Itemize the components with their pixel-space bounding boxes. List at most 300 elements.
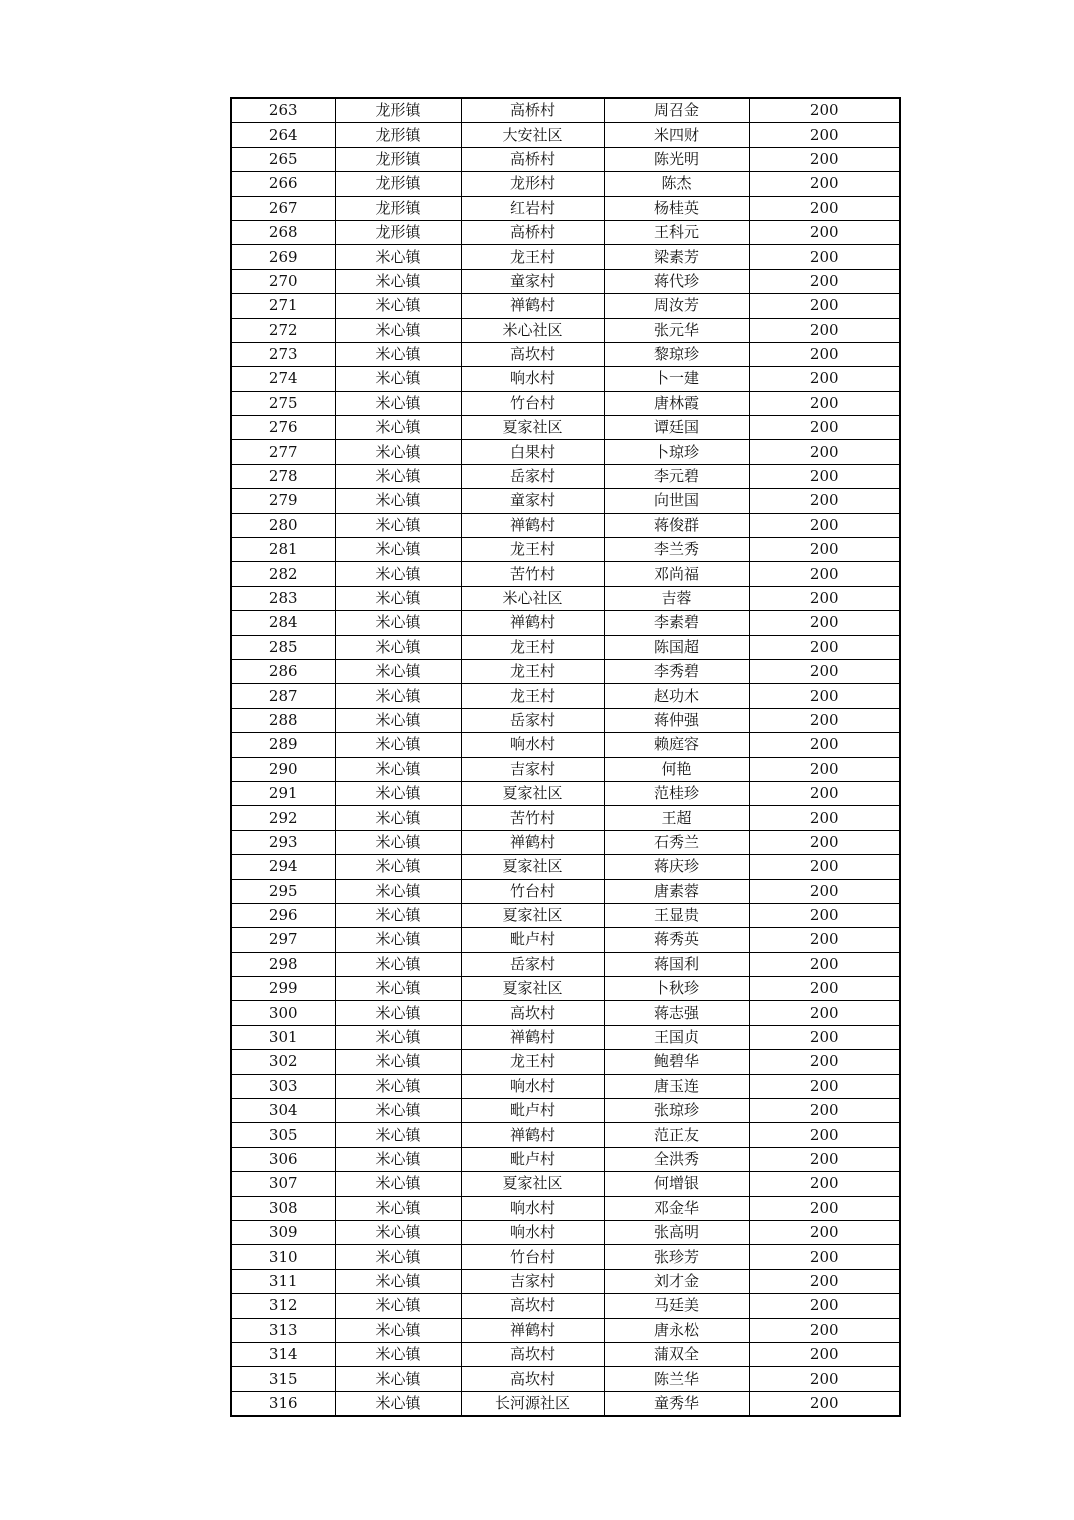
village-cell: 禅鹤村 [461,1318,604,1342]
town-cell: 米心镇 [335,781,461,805]
table-row [231,220,900,244]
village-cell: 红岩村 [461,196,604,220]
village-cell: 龙王村 [461,635,604,659]
row-number-cell: 302 [231,1050,335,1074]
row-number-cell: 266 [231,172,335,196]
row-number-cell: 304 [231,1099,335,1123]
row-number-cell: 271 [231,294,335,318]
table-row [231,1269,900,1293]
village-cell: 高坎村 [461,1367,604,1391]
amount-cell: 200 [749,830,900,854]
town-cell: 米心镇 [335,1342,461,1366]
village-cell: 龙王村 [461,538,604,562]
name-cell: 王科元 [604,220,749,244]
village-cell: 夏家社区 [461,781,604,805]
amount-cell: 200 [749,733,900,757]
row-number-cell: 269 [231,245,335,269]
name-cell: 邓金华 [604,1196,749,1220]
amount-cell: 200 [749,220,900,244]
row-number-cell: 278 [231,464,335,488]
village-cell: 童家村 [461,269,604,293]
village-cell: 禅鹤村 [461,513,604,537]
name-cell: 何艳 [604,757,749,781]
row-number-cell: 286 [231,659,335,683]
name-cell: 张琼珍 [604,1099,749,1123]
village-cell: 夏家社区 [461,1172,604,1196]
amount-cell: 200 [749,977,900,1001]
table-row [231,416,900,440]
amount-cell: 200 [749,1050,900,1074]
row-number-cell: 303 [231,1074,335,1098]
town-cell: 米心镇 [335,294,461,318]
name-cell: 石秀兰 [604,830,749,854]
row-number-cell: 311 [231,1269,335,1293]
amount-cell: 200 [749,855,900,879]
name-cell: 周汝芳 [604,294,749,318]
name-cell: 邓尚福 [604,562,749,586]
table-row [231,708,900,732]
town-cell: 米心镇 [335,757,461,781]
amount-cell: 200 [749,611,900,635]
village-cell: 夏家社区 [461,977,604,1001]
name-cell: 全洪秀 [604,1147,749,1171]
name-cell: 李兰秀 [604,538,749,562]
town-cell: 米心镇 [335,269,461,293]
table-row [231,147,900,171]
amount-cell: 200 [749,1196,900,1220]
town-cell: 米心镇 [335,830,461,854]
row-number-cell: 267 [231,196,335,220]
town-cell: 龙形镇 [335,147,461,171]
amount-cell: 200 [749,1269,900,1293]
table-row [231,562,900,586]
table-row [231,806,900,830]
name-cell: 陈光明 [604,147,749,171]
town-cell: 龙形镇 [335,172,461,196]
town-cell: 米心镇 [335,879,461,903]
town-cell: 米心镇 [335,1147,461,1171]
table-row [231,635,900,659]
name-cell: 蒋代珍 [604,269,749,293]
table-row [231,1342,900,1366]
town-cell: 米心镇 [335,1269,461,1293]
table-row [231,1001,900,1025]
amount-cell: 200 [749,269,900,293]
amount-cell: 200 [749,1147,900,1171]
table-row [231,513,900,537]
village-cell: 夏家社区 [461,416,604,440]
town-cell: 米心镇 [335,928,461,952]
town-cell: 米心镇 [335,806,461,830]
village-cell: 吉家村 [461,1269,604,1293]
town-cell: 米心镇 [335,513,461,537]
table-body [231,98,900,1416]
name-cell: 李秀碧 [604,659,749,683]
amount-cell: 200 [749,440,900,464]
row-number-cell: 279 [231,489,335,513]
table-row [231,1074,900,1098]
table-row [231,1294,900,1318]
row-number-cell: 274 [231,367,335,391]
name-cell: 范桂珍 [604,781,749,805]
table-row [231,903,900,927]
town-cell: 米心镇 [335,1367,461,1391]
amount-cell: 200 [749,1342,900,1366]
amount-cell: 200 [749,903,900,927]
town-cell: 米心镇 [335,586,461,610]
town-cell: 米心镇 [335,977,461,1001]
table-row [231,538,900,562]
town-cell: 米心镇 [335,1391,461,1416]
table-row [231,1025,900,1049]
name-cell: 马廷美 [604,1294,749,1318]
row-number-cell: 292 [231,806,335,830]
village-cell: 响水村 [461,1196,604,1220]
amount-cell: 200 [749,513,900,537]
name-cell: 唐永松 [604,1318,749,1342]
village-cell: 大安社区 [461,123,604,147]
row-number-cell: 297 [231,928,335,952]
row-number-cell: 265 [231,147,335,171]
amount-cell: 200 [749,1245,900,1269]
table-row [231,928,900,952]
name-cell: 王超 [604,806,749,830]
name-cell: 米四财 [604,123,749,147]
table-row [231,245,900,269]
row-number-cell: 282 [231,562,335,586]
name-cell: 唐玉连 [604,1074,749,1098]
row-number-cell: 296 [231,903,335,927]
table-row [231,659,900,683]
table-row [231,977,900,1001]
town-cell: 米心镇 [335,1318,461,1342]
village-cell: 苦竹村 [461,806,604,830]
table-row [231,464,900,488]
town-cell: 米心镇 [335,1220,461,1244]
town-cell: 米心镇 [335,855,461,879]
town-cell: 米心镇 [335,659,461,683]
table-row [231,757,900,781]
table-row [231,489,900,513]
name-cell: 吉蓉 [604,586,749,610]
town-cell: 米心镇 [335,733,461,757]
row-number-cell: 276 [231,416,335,440]
town-cell: 米心镇 [335,1099,461,1123]
amount-cell: 200 [749,367,900,391]
row-number-cell: 288 [231,708,335,732]
name-cell: 卜一建 [604,367,749,391]
row-number-cell: 298 [231,952,335,976]
name-cell: 杨桂英 [604,196,749,220]
row-number-cell: 275 [231,391,335,415]
amount-cell: 200 [749,1099,900,1123]
amount-cell: 200 [749,757,900,781]
village-cell: 高桥村 [461,220,604,244]
name-cell: 卜琼珍 [604,440,749,464]
name-cell: 赵功木 [604,684,749,708]
table-row [231,391,900,415]
village-cell: 龙王村 [461,1050,604,1074]
amount-cell: 200 [749,1318,900,1342]
row-number-cell: 300 [231,1001,335,1025]
table-row [231,1367,900,1391]
village-cell: 响水村 [461,1074,604,1098]
name-cell: 王显贵 [604,903,749,927]
village-cell: 高坎村 [461,1001,604,1025]
name-cell: 陈国超 [604,635,749,659]
amount-cell: 200 [749,1391,900,1416]
village-cell: 吉家村 [461,757,604,781]
row-number-cell: 281 [231,538,335,562]
town-cell: 米心镇 [335,245,461,269]
town-cell: 米心镇 [335,391,461,415]
village-cell: 禅鹤村 [461,611,604,635]
table-row [231,684,900,708]
table-row [231,879,900,903]
row-number-cell: 291 [231,781,335,805]
amount-cell: 200 [749,1294,900,1318]
row-number-cell: 273 [231,342,335,366]
town-cell: 米心镇 [335,562,461,586]
amount-cell: 200 [749,489,900,513]
table-row [231,1196,900,1220]
row-number-cell: 316 [231,1391,335,1416]
amount-cell: 200 [749,391,900,415]
amount-cell: 200 [749,928,900,952]
amount-cell: 200 [749,806,900,830]
name-cell: 黎琼珍 [604,342,749,366]
amount-cell: 200 [749,708,900,732]
table-row [231,440,900,464]
row-number-cell: 310 [231,1245,335,1269]
row-number-cell: 295 [231,879,335,903]
village-cell: 夏家社区 [461,855,604,879]
row-number-cell: 309 [231,1220,335,1244]
town-cell: 龙形镇 [335,123,461,147]
village-cell: 夏家社区 [461,903,604,927]
amount-cell: 200 [749,1220,900,1244]
name-cell: 陈杰 [604,172,749,196]
village-cell: 米心社区 [461,318,604,342]
table-row [231,830,900,854]
town-cell: 龙形镇 [335,98,461,123]
table-row [231,586,900,610]
village-cell: 响水村 [461,1220,604,1244]
name-cell: 蒋庆珍 [604,855,749,879]
village-cell: 高桥村 [461,147,604,171]
table-row [231,172,900,196]
table-row [231,611,900,635]
amount-cell: 200 [749,562,900,586]
town-cell: 米心镇 [335,1294,461,1318]
table-row [231,123,900,147]
row-number-cell: 293 [231,830,335,854]
table-row [231,1245,900,1269]
table-row [231,1099,900,1123]
name-cell: 鲍碧华 [604,1050,749,1074]
town-cell: 米心镇 [335,1196,461,1220]
village-cell: 长河源社区 [461,1391,604,1416]
table-row [231,733,900,757]
amount-cell: 200 [749,1172,900,1196]
table-row [231,1123,900,1147]
name-cell: 蒋国利 [604,952,749,976]
name-cell: 张高明 [604,1220,749,1244]
table-row [231,269,900,293]
amount-cell: 200 [749,342,900,366]
row-number-cell: 313 [231,1318,335,1342]
village-cell: 禅鹤村 [461,294,604,318]
row-number-cell: 280 [231,513,335,537]
name-cell: 张元华 [604,318,749,342]
amount-cell: 200 [749,294,900,318]
row-number-cell: 285 [231,635,335,659]
name-cell: 张珍芳 [604,1245,749,1269]
table-row [231,98,900,123]
amount-cell: 200 [749,464,900,488]
row-number-cell: 315 [231,1367,335,1391]
row-number-cell: 314 [231,1342,335,1366]
table-row [231,294,900,318]
town-cell: 米心镇 [335,1074,461,1098]
row-number-cell: 305 [231,1123,335,1147]
row-number-cell: 270 [231,269,335,293]
row-number-cell: 277 [231,440,335,464]
village-cell: 禅鹤村 [461,1123,604,1147]
name-cell: 赖庭容 [604,733,749,757]
amount-cell: 200 [749,538,900,562]
village-cell: 响水村 [461,367,604,391]
name-cell: 向世国 [604,489,749,513]
name-cell: 卜秋珍 [604,977,749,1001]
village-cell: 苦竹村 [461,562,604,586]
name-cell: 李元碧 [604,464,749,488]
town-cell: 米心镇 [335,489,461,513]
name-cell: 蒋秀英 [604,928,749,952]
amount-cell: 200 [749,1001,900,1025]
village-cell: 响水村 [461,733,604,757]
table-row [231,196,900,220]
row-number-cell: 294 [231,855,335,879]
table-row [231,1391,900,1416]
row-number-cell: 263 [231,98,335,123]
village-cell: 毗卢村 [461,928,604,952]
town-cell: 米心镇 [335,416,461,440]
village-cell: 高坎村 [461,1294,604,1318]
amount-cell: 200 [749,172,900,196]
name-cell: 谭廷国 [604,416,749,440]
amount-cell: 200 [749,659,900,683]
amount-cell: 200 [749,98,900,123]
name-cell: 陈兰华 [604,1367,749,1391]
row-number-cell: 308 [231,1196,335,1220]
name-cell: 蒲双全 [604,1342,749,1366]
town-cell: 米心镇 [335,1123,461,1147]
amount-cell: 200 [749,1074,900,1098]
amount-cell: 200 [749,781,900,805]
amount-cell: 200 [749,147,900,171]
village-cell: 高桥村 [461,98,604,123]
amount-cell: 200 [749,196,900,220]
table-row [231,1172,900,1196]
town-cell: 米心镇 [335,1245,461,1269]
row-number-cell: 283 [231,586,335,610]
name-cell: 刘才金 [604,1269,749,1293]
table-row [231,781,900,805]
name-cell: 唐林霞 [604,391,749,415]
name-cell: 蒋仲强 [604,708,749,732]
amount-cell: 200 [749,879,900,903]
table-row [231,1220,900,1244]
amount-cell: 200 [749,416,900,440]
row-number-cell: 306 [231,1147,335,1171]
beneficiary-table [230,97,901,1417]
town-cell: 米心镇 [335,1025,461,1049]
village-cell: 岳家村 [461,708,604,732]
amount-cell: 200 [749,952,900,976]
amount-cell: 200 [749,245,900,269]
village-cell: 米心社区 [461,586,604,610]
table-row [231,367,900,391]
village-cell: 童家村 [461,489,604,513]
row-number-cell: 287 [231,684,335,708]
village-cell: 龙形村 [461,172,604,196]
town-cell: 米心镇 [335,635,461,659]
town-cell: 米心镇 [335,611,461,635]
village-cell: 龙王村 [461,245,604,269]
village-cell: 竹台村 [461,1245,604,1269]
row-number-cell: 301 [231,1025,335,1049]
village-cell: 竹台村 [461,391,604,415]
name-cell: 何增银 [604,1172,749,1196]
table-row [231,952,900,976]
row-number-cell: 299 [231,977,335,1001]
town-cell: 龙形镇 [335,196,461,220]
amount-cell: 200 [749,586,900,610]
town-cell: 米心镇 [335,367,461,391]
table-row [231,1147,900,1171]
town-cell: 米心镇 [335,342,461,366]
row-number-cell: 289 [231,733,335,757]
town-cell: 米心镇 [335,1172,461,1196]
town-cell: 米心镇 [335,318,461,342]
town-cell: 米心镇 [335,440,461,464]
row-number-cell: 284 [231,611,335,635]
amount-cell: 200 [749,1025,900,1049]
name-cell: 周召金 [604,98,749,123]
town-cell: 米心镇 [335,684,461,708]
name-cell: 唐素蓉 [604,879,749,903]
village-cell: 高坎村 [461,1342,604,1366]
amount-cell: 200 [749,635,900,659]
row-number-cell: 312 [231,1294,335,1318]
amount-cell: 200 [749,123,900,147]
amount-cell: 200 [749,1367,900,1391]
village-cell: 白果村 [461,440,604,464]
name-cell: 王国贞 [604,1025,749,1049]
row-number-cell: 307 [231,1172,335,1196]
table-row [231,1050,900,1074]
table-row [231,318,900,342]
amount-cell: 200 [749,318,900,342]
name-cell: 童秀华 [604,1391,749,1416]
name-cell: 梁素芳 [604,245,749,269]
table-row [231,855,900,879]
table-row [231,1318,900,1342]
town-cell: 龙形镇 [335,220,461,244]
row-number-cell: 264 [231,123,335,147]
amount-cell: 200 [749,684,900,708]
